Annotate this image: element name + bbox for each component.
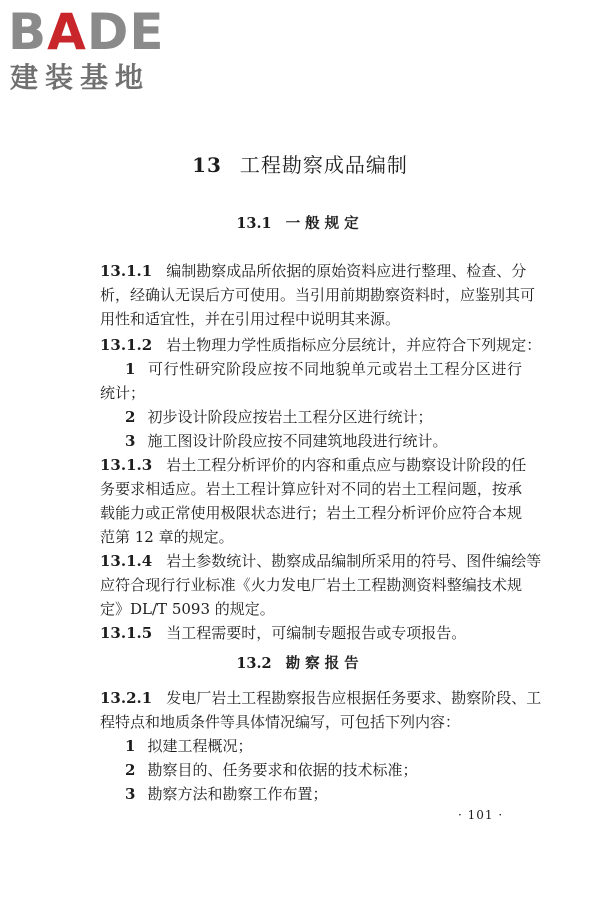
item-number: 2 xyxy=(125,761,136,779)
list-item-line: 2 勘察目的、任务要求和依据的技术标准； xyxy=(125,761,418,779)
bade-logo xyxy=(8,3,178,96)
list-item-line: 3 勘察方法和勘察工作布置； xyxy=(125,785,328,803)
paragraph-line: 13.1.4 岩土参数统计、勘察成品编制所采用的符号、图件编绘等 xyxy=(100,552,542,570)
clause-number: 13.1.4 xyxy=(100,552,153,570)
clause-number: 13.2.1 xyxy=(100,689,153,707)
section-number: 13.2 xyxy=(236,655,272,672)
logo-wordmark: BADE xyxy=(8,3,165,61)
chapter-heading xyxy=(0,150,600,180)
list-item-line: 1 可行性研究阶段应按不同地貌单元或岩土工程分区进行 xyxy=(125,360,522,378)
section-title: 勘察报告 xyxy=(285,655,364,672)
paragraph-line: 务要求相适应。岩土工程计算应针对不同的岩土工程问题，按承 xyxy=(100,480,522,498)
paragraph-line: 用性和适宜性，并在引用过程中说明其来源。 xyxy=(100,310,401,328)
item-number: 1 xyxy=(125,737,136,755)
list-item-line: 2 初步设计阶段应按岩土工程分区进行统计； xyxy=(125,408,433,426)
paragraph-line: 13.1.2 岩土物理力学性质指标应分层统计，并应符合下列规定： xyxy=(100,336,542,354)
item-number: 2 xyxy=(125,408,136,426)
clause-number: 13.1.3 xyxy=(100,456,153,474)
paragraph-line: 13.1.5 当工程需要时，可编制专题报告或专项报告。 xyxy=(100,624,467,642)
list-item-line: 统计； xyxy=(100,384,146,402)
chapter-title: 工程勘察成品编制 xyxy=(239,153,408,177)
chapter-number: 13 xyxy=(192,153,222,177)
page-number: · 101 · xyxy=(458,808,504,822)
paragraph-line: 载能力或正常使用极限状态进行；岩土工程分析评价应符合本规 xyxy=(100,504,522,522)
clause-number: 13.1.5 xyxy=(100,624,153,642)
item-number: 3 xyxy=(125,785,136,803)
clause-number: 13.1.1 xyxy=(100,262,153,280)
section-heading-13-1 xyxy=(0,213,600,235)
clause-number: 13.1.2 xyxy=(100,336,153,354)
section-title: 一般规定 xyxy=(285,215,364,232)
paragraph-line: 13.2.1 发电厂岩土工程勘察报告应根据任务要求、勘察阶段、工 xyxy=(100,689,542,707)
list-item-line: 3 施工图设计阶段应按不同建筑地段进行统计。 xyxy=(125,432,448,450)
paragraph-line: 析，经确认无误后方可使用。当引用前期勘察资料时，应鉴别其可 xyxy=(100,286,536,304)
paragraph-line: 定》DL/T 5093 的规定。 xyxy=(100,600,275,618)
paragraph-line: 范第 12 章的规定。 xyxy=(100,528,234,546)
list-item-line: 1 拟建工程概况； xyxy=(125,737,253,755)
paragraph-line: 13.1.3 岩土工程分析评价的内容和重点应与勘察设计阶段的任 xyxy=(100,456,527,474)
paragraph-line: 程特点和地质条件等具体情况编写，可包括下列内容： xyxy=(100,713,461,731)
item-number: 1 xyxy=(125,360,136,378)
section-heading-13-2 xyxy=(0,653,600,675)
paragraph-line: 13.1.1 编制勘察成品所依据的原始资料应进行整理、检查、分 xyxy=(100,262,527,280)
section-number: 13.1 xyxy=(236,215,272,232)
logo-chinese: 建装基地 xyxy=(10,61,151,94)
item-number: 3 xyxy=(125,432,136,450)
paragraph-line: 应符合现行行业标准《火力发电厂岩土工程勘测资料整编技术规 xyxy=(100,576,522,594)
